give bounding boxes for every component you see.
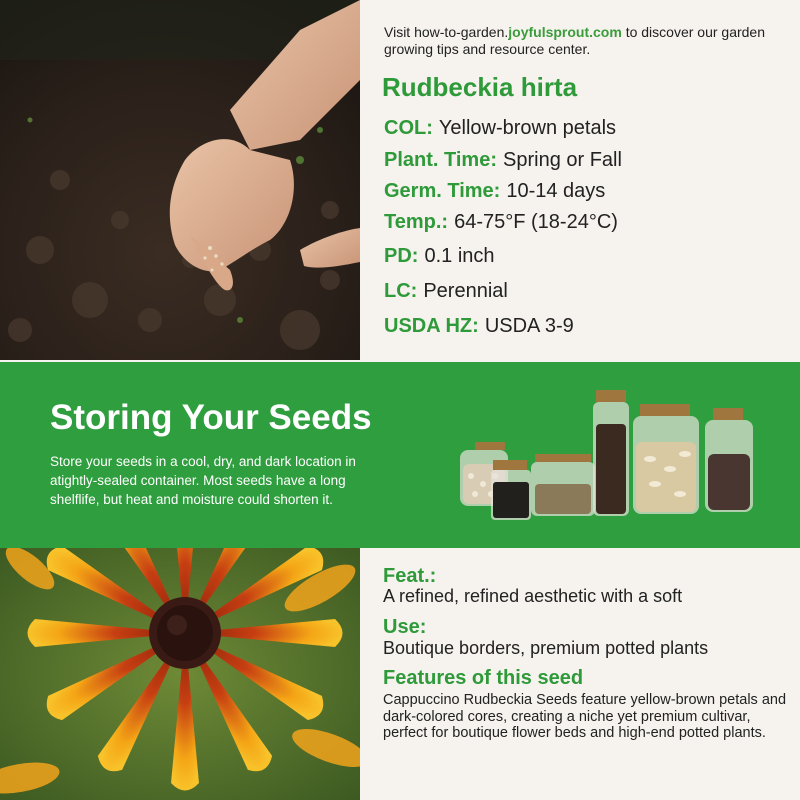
storing-description: Store your seeds in a cool, dry, and dark location in atightly-sealed container. Most seeds have a long shelflife, but heat and moisture could shorten it. bbox=[50, 454, 356, 507]
spec-key: USDA HZ: bbox=[384, 315, 479, 337]
visit-text bbox=[384, 24, 784, 58]
use-text: Boutique borders, premium potted plants bbox=[383, 638, 709, 658]
visit-suffix: to discover our garden growing tips and resource center. bbox=[384, 24, 766, 57]
seed-jars-image bbox=[455, 384, 760, 534]
use-label: Use: bbox=[383, 616, 427, 638]
spec-key: Plant. Time: bbox=[384, 149, 497, 171]
visit-prefix: Visit how-to-garden. bbox=[384, 24, 509, 40]
plant-info-panel bbox=[360, 0, 800, 360]
spec-key: Germ. Time: bbox=[384, 180, 501, 202]
rudbeckia-flower-image bbox=[0, 548, 360, 800]
feat-label: Feat.: bbox=[383, 565, 437, 587]
spec-value: 64-75°F (18-24°C) bbox=[454, 211, 618, 233]
spec-value: Yellow-brown petals bbox=[438, 117, 617, 139]
storing-title: Storing Your Seeds bbox=[50, 398, 372, 437]
feat-text: A refined, refined aesthetic with a soft bbox=[383, 586, 683, 606]
plant-name: Rudbeckia hirta bbox=[382, 72, 578, 102]
website-link[interactable]: joyfulsprout.com bbox=[508, 24, 622, 40]
spec-plant-time bbox=[384, 149, 622, 172]
spec-color bbox=[384, 117, 616, 140]
spec-key: COL: bbox=[384, 117, 433, 139]
spec-usda-zone bbox=[384, 315, 574, 338]
spec-germ-time bbox=[384, 180, 605, 203]
spec-key: Temp.: bbox=[384, 211, 449, 233]
spec-key: LC: bbox=[384, 280, 418, 302]
spec-planting-depth bbox=[384, 245, 495, 268]
seed-details-panel bbox=[360, 548, 800, 800]
spec-value: 0.1 inch bbox=[424, 245, 495, 267]
spec-value: USDA 3-9 bbox=[484, 315, 574, 337]
spec-key: PD: bbox=[384, 245, 419, 267]
features-label: Features of this seed bbox=[383, 667, 584, 689]
spec-value: Perennial bbox=[423, 280, 508, 302]
storing-seeds-banner bbox=[0, 362, 800, 548]
spec-temperature bbox=[384, 211, 618, 234]
spec-life-cycle bbox=[384, 280, 508, 303]
spec-value: 10-14 days bbox=[506, 180, 606, 202]
soil-hand-image bbox=[0, 0, 360, 360]
spec-value: Spring or Fall bbox=[503, 149, 622, 171]
features-text: Cappuccino Rudbeckia Seeds feature yellow-brown petals and dark-colored cores, creating a niche yet premium cultivar, perfect for boutique flower beds and high-end potted plants. bbox=[383, 692, 787, 741]
